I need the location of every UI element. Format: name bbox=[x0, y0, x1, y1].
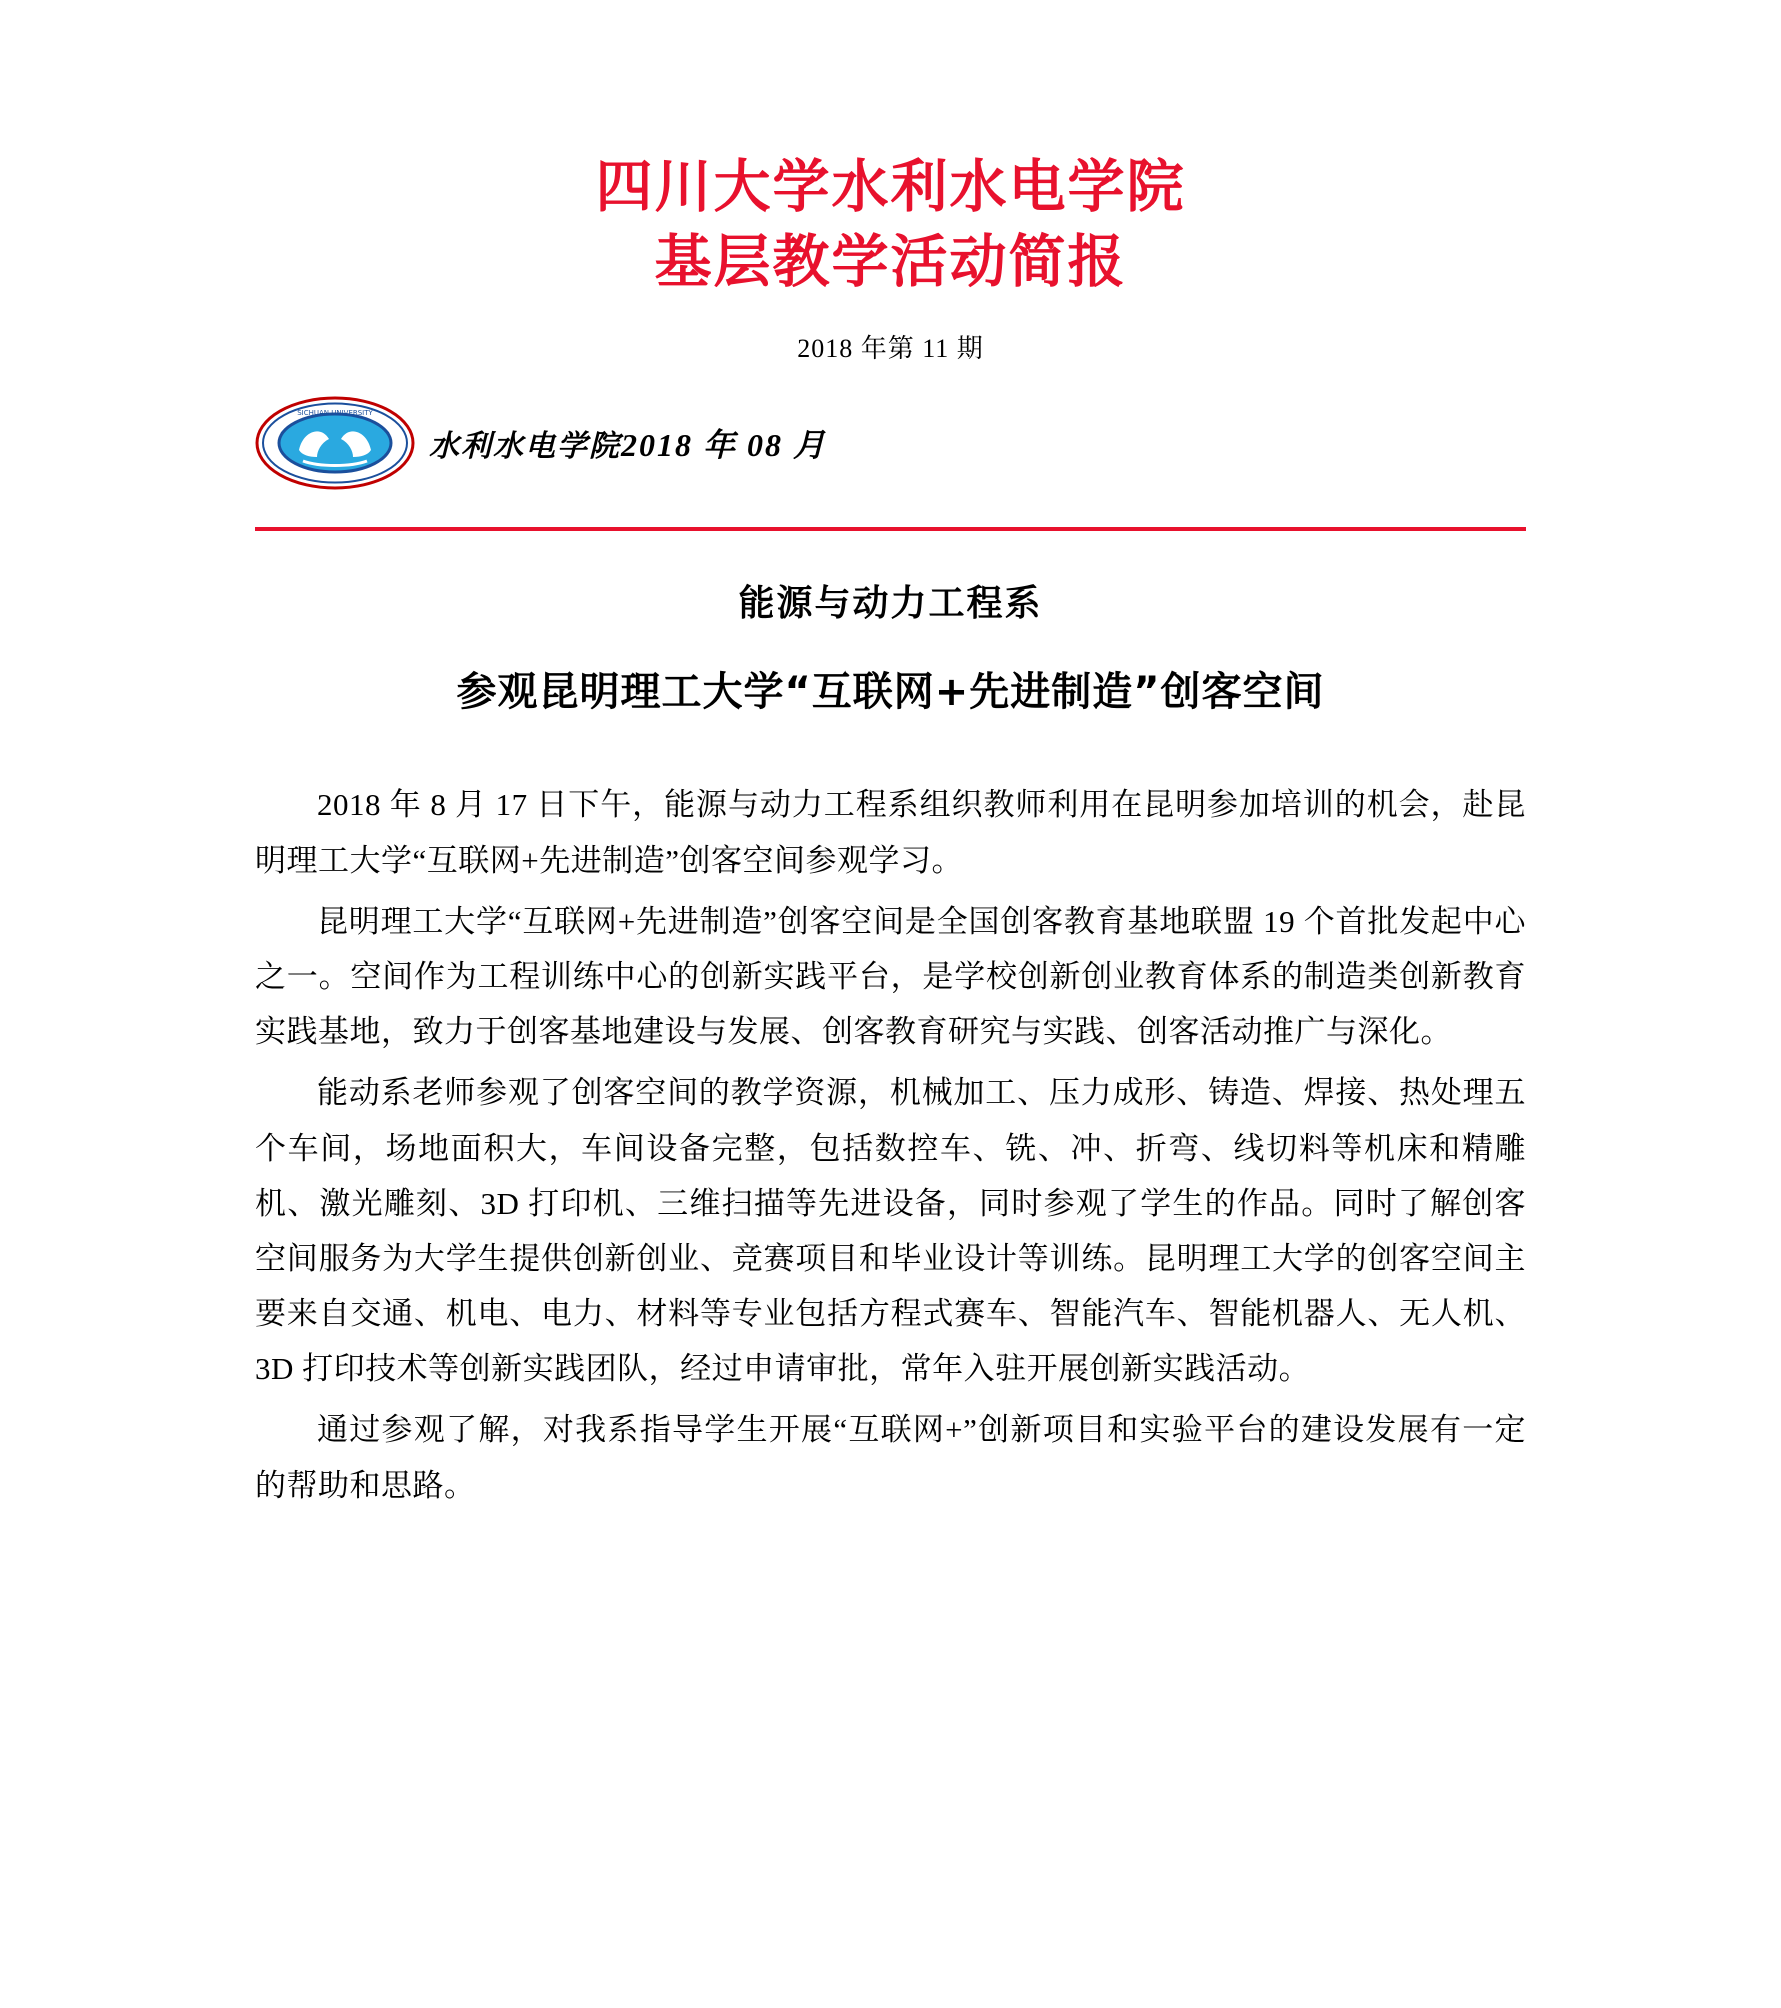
paragraph: 昆明理工大学“互联网+先进制造”创客空间是全国创客教育基地联盟 19 个首批发起中心之一。空间作为工程训练中心的创新实践平台，是学校创新创业教育体系的制造类创新教育实践基地，致力于创客基地建设与发展、创客教育研究与实践、创客活动推广与深化。 bbox=[255, 903, 1526, 1050]
issuer-name-and-date bbox=[429, 420, 827, 466]
issuer-name: 水利水电学院 bbox=[429, 429, 621, 465]
issuer-row bbox=[0, 395, 1781, 491]
article-heading bbox=[0, 575, 1781, 717]
horizontal-rule bbox=[255, 527, 1526, 531]
issue-number: 2018 年第 11 期 bbox=[797, 334, 984, 364]
article-title: 参观昆明理工大学“互联网+先进制造”创客空间 bbox=[456, 669, 1325, 716]
svg-text:SICHUAN UNIVERSITY: SICHUAN UNIVERSITY bbox=[297, 409, 373, 418]
article-body bbox=[255, 777, 1526, 1512]
college-emblem-icon bbox=[255, 395, 415, 491]
paragraph: 能动系老师参观了创客空间的教学资源，机械加工、压力成形、铸造、焊接、热处理五个车间，场地面积大，车间设备完整，包括数控车、铣、冲、折弯、线切料等机床和精雕机、激光雕刻、3D 打印机、三维扫描等先进设备，同时参观了学生的作品。同时了解创客空间服务为大学生提供创新创业、竞赛项目和毕业设计等训练。昆明理工大学的创客空间主要来自交通、机电、电力、材料等专业包括方程式赛车、智能汽车、智能机器人、无人机、3D 打印技术等创新实践团队，经过申请审批，常年入驻开展创新实践活动。 bbox=[255, 1075, 1526, 1387]
paragraph: 2018 年 8 月 17 日下午，能源与动力工程系组织教师利用在昆明参加培训的机会，赴昆明理工大学“互联网+先进制造”创客空间参观学习。 bbox=[255, 787, 1526, 878]
department-name: 能源与动力工程系 bbox=[738, 583, 1043, 625]
masthead-title-line2: 基层教学活动简报 bbox=[654, 229, 1127, 296]
issuer-date: 2018 年 08 月 bbox=[621, 427, 828, 464]
masthead bbox=[0, 0, 1781, 300]
paragraph: 通过参观了解，对我系指导学生开展“互联网+”创新项目和实验平台的建设发展有一定的帮助和思路。 bbox=[255, 1412, 1526, 1503]
masthead-title-line1: 四川大学水利水电学院 bbox=[595, 154, 1186, 220]
